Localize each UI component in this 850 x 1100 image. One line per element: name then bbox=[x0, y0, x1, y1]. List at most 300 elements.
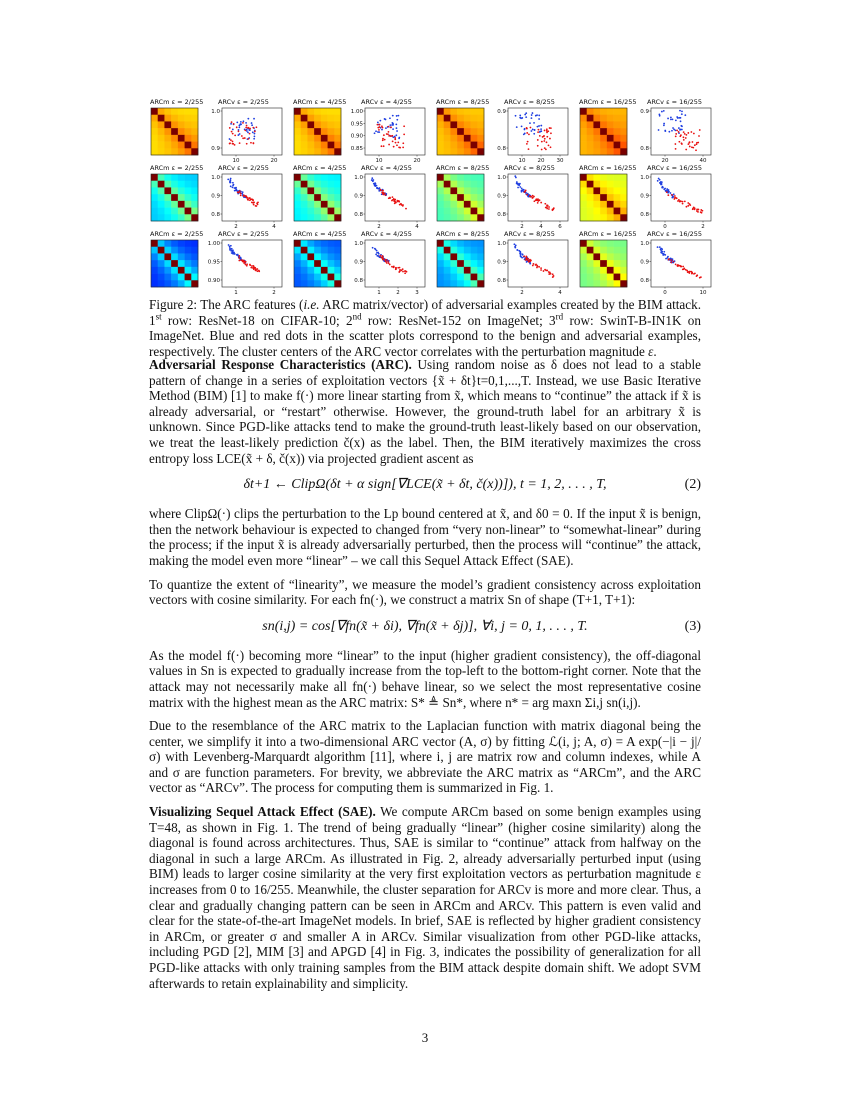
benign-point bbox=[395, 134, 397, 136]
x-tick-label: 1 bbox=[377, 290, 381, 296]
matrix-cell bbox=[178, 201, 185, 208]
benign-point bbox=[389, 124, 391, 126]
matrix-cell bbox=[178, 247, 185, 254]
adversarial-point bbox=[387, 260, 389, 262]
adversarial-point bbox=[237, 191, 239, 193]
matrix-cell bbox=[314, 201, 321, 208]
matrix-cell bbox=[178, 148, 185, 155]
adversarial-point bbox=[696, 275, 698, 277]
matrix-cell bbox=[158, 240, 165, 247]
matrix-cell bbox=[437, 194, 444, 201]
benign-point bbox=[679, 129, 681, 131]
adversarial-point bbox=[388, 144, 390, 146]
matrix-cell bbox=[607, 135, 614, 142]
matrix-cell bbox=[321, 274, 328, 281]
matrix-cell bbox=[178, 142, 185, 149]
matrix-cell bbox=[158, 115, 165, 122]
benign-point bbox=[251, 122, 253, 124]
matrix-cell bbox=[171, 194, 178, 201]
x-tick-label: 0 bbox=[663, 224, 667, 230]
matrix-cell bbox=[593, 121, 600, 128]
adversarial-point bbox=[692, 141, 694, 143]
adversarial-point bbox=[677, 265, 679, 267]
adversarial-point bbox=[678, 199, 680, 201]
adversarial-point bbox=[241, 135, 243, 137]
matrix-cell bbox=[301, 194, 308, 201]
matrix-cell bbox=[321, 214, 328, 221]
benign-point bbox=[372, 179, 374, 181]
adversarial-point bbox=[245, 195, 247, 197]
matrix-cell bbox=[301, 115, 308, 122]
adversarial-point bbox=[388, 135, 390, 137]
benign-point bbox=[389, 117, 391, 119]
adversarial-point bbox=[538, 129, 540, 131]
matrix-cell bbox=[334, 253, 341, 260]
matrix-cell bbox=[191, 201, 198, 208]
adversarial-point bbox=[528, 148, 530, 150]
matrix-cell bbox=[607, 174, 614, 181]
matrix-cell bbox=[471, 135, 478, 142]
figure-caption: Figure 2: The ARC features (i.e. ARC matrix/vector) of adversarial examples created by the BIM attack. 1st row: ResNet-18 on CIFAR-10; 2nd row: ResNet-152 on ImageNet; 3rd row: SwinT-B-IN1K on ImageNet. Blue and red dots in the scatter plots correspond to the benign and adversarial examples, respectively. The cluster centers of the ARC vector correlates with the perturbation magnitude ε. bbox=[149, 297, 701, 359]
matrix-cell bbox=[158, 181, 165, 188]
benign-point bbox=[661, 111, 663, 113]
matrix-cell bbox=[450, 240, 457, 247]
matrix-cell bbox=[314, 194, 321, 201]
matrix-cell bbox=[471, 280, 478, 287]
matrix-cell bbox=[151, 108, 158, 115]
matrix-cell bbox=[464, 108, 471, 115]
matrix-cell bbox=[477, 194, 484, 201]
adversarial-point bbox=[394, 138, 396, 140]
adversarial-point bbox=[552, 209, 554, 211]
arc-paragraph-4: As the model f(·) becoming more “linear” to the input (higher gradient consistency), the off-diagonal values in Sn is expected to gradually increase from the top-left to the bottom-right corner. Note that the attack may not necessarily make all fn(·) behave linear, so we select the most representative cosine matrix with the highest mean as the ARC matrix: S* ≜ Sn*, where n* = arg maxn Σi,j sn(i,j). bbox=[149, 647, 701, 710]
adversarial-point bbox=[543, 135, 545, 137]
adversarial-point bbox=[528, 133, 530, 135]
matrix-cell bbox=[587, 174, 594, 181]
matrix-cell bbox=[178, 274, 185, 281]
equation-3 bbox=[149, 616, 701, 642]
matrix-cell bbox=[620, 201, 627, 208]
x-tick-label: 0 bbox=[663, 290, 667, 296]
arc-paragraph-3: To quantize the extent of “linearity”, we measure the model’s gradient consistency across exploitation vectors with cosine similarity. For each fn(·), we construct a matrix Sn of shape (T+1, T+1): bbox=[149, 576, 701, 608]
matrix-cell bbox=[151, 240, 158, 247]
matrix-cell bbox=[185, 267, 192, 274]
adversarial-point bbox=[377, 124, 379, 126]
benign-point bbox=[230, 178, 232, 180]
adversarial-point bbox=[526, 143, 528, 145]
benign-point bbox=[670, 119, 672, 121]
matrix-cell bbox=[171, 208, 178, 215]
benign-point bbox=[372, 247, 374, 249]
adversarial-point bbox=[529, 259, 531, 261]
matrix-cell bbox=[464, 142, 471, 149]
adversarial-point bbox=[244, 137, 246, 139]
adversarial-point bbox=[689, 203, 691, 205]
adversarial-point bbox=[526, 128, 528, 130]
matrix-cell bbox=[471, 115, 478, 122]
matrix-cell bbox=[600, 247, 607, 254]
adversarial-point bbox=[540, 269, 542, 271]
y-tick-label: 0.8 bbox=[640, 212, 649, 218]
matrix-cell bbox=[164, 128, 171, 135]
y-tick-label: 0.95 bbox=[350, 121, 363, 128]
matrix-cell bbox=[464, 267, 471, 274]
equation-2-body: δt+1 ← ClipΩ(δt + α sign[∇LCE(x̃ + δt, č(x))]), t = 1, 2, . . . , T, bbox=[243, 477, 607, 493]
matrix-cell bbox=[620, 240, 627, 247]
benign-point bbox=[518, 250, 520, 252]
adversarial-point bbox=[699, 129, 701, 131]
x-tick-label: 30 bbox=[556, 158, 564, 164]
matrix-cell bbox=[587, 260, 594, 267]
adversarial-point bbox=[240, 193, 242, 195]
matrix-cell bbox=[450, 187, 457, 194]
adversarial-point bbox=[386, 262, 388, 264]
matrix-cell bbox=[450, 121, 457, 128]
benign-point bbox=[539, 131, 541, 133]
matrix-cell bbox=[171, 181, 178, 188]
x-tick-label: 2 bbox=[396, 290, 400, 296]
matrix-cell bbox=[593, 208, 600, 215]
panel-r1-c2 bbox=[293, 98, 425, 164]
matrix-cell bbox=[328, 240, 335, 247]
adversarial-point bbox=[537, 145, 539, 147]
adversarial-point bbox=[530, 196, 532, 198]
matrix-cell bbox=[607, 148, 614, 155]
matrix-cell bbox=[464, 247, 471, 254]
x-tick-label: 2 bbox=[377, 224, 381, 230]
matrix-cell bbox=[450, 253, 457, 260]
matrix-cell bbox=[307, 142, 314, 149]
matrix-cell bbox=[600, 194, 607, 201]
adversarial-point bbox=[230, 139, 232, 141]
matrix-cell bbox=[444, 214, 451, 221]
matrix-cell bbox=[593, 274, 600, 281]
adversarial-point bbox=[668, 258, 670, 260]
matrix-cell bbox=[593, 240, 600, 247]
adversarial-point bbox=[686, 206, 688, 208]
matrix-cell bbox=[607, 214, 614, 221]
adversarial-point bbox=[243, 195, 245, 197]
matrix-cell bbox=[328, 115, 335, 122]
adversarial-point bbox=[399, 267, 401, 269]
adversarial-point bbox=[692, 147, 694, 149]
matrix-cell bbox=[620, 142, 627, 149]
adversarial-point bbox=[693, 273, 695, 275]
adversarial-point bbox=[404, 272, 406, 274]
matrix-cell bbox=[580, 142, 587, 149]
adversarial-point bbox=[541, 149, 543, 151]
matrix-cell bbox=[457, 214, 464, 221]
adversarial-point bbox=[546, 141, 548, 143]
matrix-cell bbox=[587, 135, 594, 142]
benign-point bbox=[530, 130, 532, 132]
adversarial-point bbox=[390, 126, 392, 128]
matrix-cell bbox=[471, 174, 478, 181]
matrix-cell bbox=[328, 181, 335, 188]
matrix-cell bbox=[307, 280, 314, 287]
benign-point bbox=[238, 125, 240, 127]
benign-point bbox=[252, 131, 254, 133]
matrix-cell bbox=[600, 208, 607, 215]
matrix-cell bbox=[614, 267, 621, 274]
benign-point bbox=[538, 118, 540, 120]
adversarial-point bbox=[402, 146, 404, 148]
matrix-cell bbox=[301, 174, 308, 181]
matrix-cell bbox=[328, 201, 335, 208]
arc-p1-text: Using random noise as δ does not lead to a stable pattern of change in a series of exploitation vectors {x̃ + δt}t=0,1,...,T. Instead, we use Basic Iterative Method (BIM) [1] to make f(·) more linear starting from x̃, which means to “continue” the attack if x̃ is already adversarial, or “restart” otherwise. However, the ground-truth label for an arbitrary x̃ is unknown. Since PGD-like attacks tend to make the ground-truth least-likely based on our observation, we treat the least-likely prediction č(x) as the label. Then, the BIM iteratively maximizes the cross entropy loss LCE(x̃ + δ, č(x)) via projected gradient ascent as bbox=[149, 357, 702, 466]
benign-point bbox=[378, 253, 380, 255]
matrix-cell bbox=[464, 240, 471, 247]
matrix-cell bbox=[600, 187, 607, 194]
scatter-title: ARCv ε = 2/255 bbox=[218, 230, 269, 238]
matrix-cell bbox=[457, 142, 464, 149]
matrix-cell bbox=[471, 128, 478, 135]
matrix-cell bbox=[151, 260, 158, 267]
matrix-cell bbox=[151, 194, 158, 201]
matrix-cell bbox=[593, 267, 600, 274]
matrix-cell bbox=[620, 181, 627, 188]
matrix-cell bbox=[334, 201, 341, 208]
matrix-cell bbox=[328, 253, 335, 260]
matrix-cell bbox=[587, 181, 594, 188]
matrix-cell bbox=[301, 240, 308, 247]
matrix-cell bbox=[614, 194, 621, 201]
adversarial-point bbox=[249, 199, 251, 201]
adversarial-point bbox=[240, 259, 242, 261]
matrix-cell bbox=[587, 201, 594, 208]
matrix-cell bbox=[294, 247, 301, 254]
adversarial-point bbox=[685, 149, 687, 151]
benign-point bbox=[377, 131, 379, 133]
matrix-cell bbox=[580, 280, 587, 287]
matrix-cell bbox=[614, 274, 621, 281]
matrix-cell bbox=[607, 121, 614, 128]
matrix-cell bbox=[620, 108, 627, 115]
adversarial-point bbox=[404, 270, 406, 272]
matrix-cell bbox=[477, 274, 484, 281]
matrix-cell bbox=[301, 274, 308, 281]
matrix-cell bbox=[158, 253, 165, 260]
y-tick-label: 0.8 bbox=[354, 212, 363, 218]
matrix-cell bbox=[450, 274, 457, 281]
matrix-cell bbox=[191, 187, 198, 194]
matrix-cell bbox=[450, 260, 457, 267]
matrix-cell bbox=[477, 187, 484, 194]
matrix-cell bbox=[191, 115, 198, 122]
matrix-cell bbox=[444, 181, 451, 188]
adversarial-point bbox=[550, 146, 552, 148]
adversarial-point bbox=[693, 206, 695, 208]
adversarial-point bbox=[239, 142, 241, 144]
matrix-cell bbox=[620, 208, 627, 215]
matrix-cell bbox=[334, 128, 341, 135]
benign-point bbox=[532, 112, 534, 114]
matrix-cell bbox=[301, 187, 308, 194]
benign-point bbox=[663, 188, 665, 190]
adversarial-point bbox=[678, 131, 680, 133]
x-tick-label: 4 bbox=[272, 224, 276, 230]
arc-paragraph-5: Due to the resemblance of the ARC matrix to the Laplacian function with matrix diagonal being the center, we simplify it into a two-dimensional ARC vector (A, σ) by fitting ℒ(i, j; A, σ) = A exp(−|i − j|/σ) with Levenberg-Marquardt algorithm [11], where i, j are matrix row and column indexes, while A and σ are function parameters. For brevity, we abbreviate the ARC matrix as “ARCm”, and the ARC vector as “ARCv”. The process for computing them is summarized in Fig. 1. bbox=[149, 718, 701, 796]
benign-point bbox=[657, 180, 659, 182]
matrix-cell bbox=[178, 115, 185, 122]
matrix-cell bbox=[294, 240, 301, 247]
benign-point bbox=[375, 185, 377, 187]
panel-r2-c3 bbox=[436, 164, 568, 230]
matrix-cell bbox=[450, 142, 457, 149]
matrix-cell bbox=[457, 274, 464, 281]
matrix-cell bbox=[185, 214, 192, 221]
matrix-cell bbox=[334, 135, 341, 142]
matrix-cell bbox=[607, 267, 614, 274]
matrix-cell bbox=[321, 135, 328, 142]
matrix-cell bbox=[444, 247, 451, 254]
scatter-frame bbox=[651, 174, 711, 221]
benign-point bbox=[680, 125, 682, 127]
adversarial-point bbox=[242, 122, 244, 124]
matrix-cell bbox=[171, 201, 178, 208]
matrix-cell bbox=[593, 128, 600, 135]
matrix-cell bbox=[185, 148, 192, 155]
benign-point bbox=[537, 126, 539, 128]
matrix-cell bbox=[587, 187, 594, 194]
x-tick-label: 2 bbox=[520, 224, 524, 230]
matrix-cell bbox=[444, 115, 451, 122]
matrix-cell bbox=[477, 142, 484, 149]
matrix-cell bbox=[464, 214, 471, 221]
adversarial-point bbox=[403, 125, 405, 127]
adversarial-point bbox=[683, 136, 685, 138]
adversarial-point bbox=[549, 138, 551, 140]
matrix-cell bbox=[580, 253, 587, 260]
matrix-cell bbox=[607, 280, 614, 287]
matrix-cell bbox=[185, 274, 192, 281]
matrix-cell bbox=[464, 201, 471, 208]
matrix-cell bbox=[464, 274, 471, 281]
matrix-cell bbox=[437, 247, 444, 254]
matrix-cell bbox=[334, 181, 341, 188]
y-tick-label: 0.9 bbox=[497, 109, 506, 115]
matrix-cell bbox=[171, 214, 178, 221]
matrix-cell bbox=[314, 174, 321, 181]
adversarial-point bbox=[548, 208, 550, 210]
matrix-title: ARCm ε = 8/255 bbox=[436, 98, 490, 106]
adversarial-point bbox=[544, 203, 546, 205]
matrix-cell bbox=[614, 148, 621, 155]
benign-point bbox=[538, 115, 540, 117]
benign-point bbox=[516, 181, 518, 183]
adversarial-point bbox=[393, 266, 395, 268]
matrix-cell bbox=[301, 214, 308, 221]
matrix-cell bbox=[580, 121, 587, 128]
panel-r1-c1 bbox=[150, 98, 282, 164]
scatter-title: ARCv ε = 16/255 bbox=[647, 98, 703, 106]
sae-paragraph bbox=[149, 804, 701, 991]
matrix-cell bbox=[444, 267, 451, 274]
benign-point bbox=[531, 117, 533, 119]
matrix-cell bbox=[321, 148, 328, 155]
matrix-cell bbox=[314, 214, 321, 221]
adversarial-point bbox=[229, 142, 231, 144]
matrix-cell bbox=[457, 267, 464, 274]
matrix-cell bbox=[437, 260, 444, 267]
matrix-cell bbox=[158, 135, 165, 142]
matrix-cell bbox=[307, 208, 314, 215]
matrix-cell bbox=[477, 174, 484, 181]
matrix-cell bbox=[580, 187, 587, 194]
adversarial-point bbox=[252, 202, 254, 204]
scatter-title: ARCv ε = 4/255 bbox=[361, 164, 412, 172]
matrix-cell bbox=[307, 108, 314, 115]
benign-point bbox=[680, 117, 682, 119]
matrix-cell bbox=[464, 115, 471, 122]
benign-point bbox=[232, 182, 234, 184]
matrix-cell bbox=[464, 187, 471, 194]
matrix-cell bbox=[587, 280, 594, 287]
adversarial-point bbox=[544, 138, 546, 140]
matrix-cell bbox=[294, 181, 301, 188]
scatter-frame bbox=[508, 174, 568, 221]
adversarial-point bbox=[670, 262, 672, 264]
adversarial-point bbox=[683, 139, 685, 141]
matrix-cell bbox=[607, 142, 614, 149]
matrix-cell bbox=[314, 135, 321, 142]
adversarial-point bbox=[378, 129, 380, 131]
matrix-cell bbox=[171, 174, 178, 181]
adversarial-point bbox=[526, 132, 528, 134]
matrix-cell bbox=[607, 115, 614, 122]
matrix-cell bbox=[185, 208, 192, 215]
benign-point bbox=[376, 187, 378, 189]
matrix-cell bbox=[450, 208, 457, 215]
benign-point bbox=[231, 252, 233, 254]
matrix-cell bbox=[437, 274, 444, 281]
matrix-cell bbox=[477, 108, 484, 115]
benign-point bbox=[684, 114, 686, 116]
page-number: 3 bbox=[421, 1030, 429, 1045]
benign-point bbox=[377, 121, 379, 123]
adversarial-point bbox=[550, 127, 552, 129]
adversarial-point bbox=[548, 206, 550, 208]
matrix-cell bbox=[301, 181, 308, 188]
matrix-cell bbox=[437, 240, 444, 247]
benign-point bbox=[529, 122, 531, 124]
adversarial-point bbox=[242, 261, 244, 263]
adversarial-point bbox=[253, 204, 255, 206]
matrix-cell bbox=[607, 240, 614, 247]
benign-point bbox=[531, 114, 533, 116]
adversarial-point bbox=[546, 136, 548, 138]
adversarial-point bbox=[231, 131, 233, 133]
benign-point bbox=[519, 117, 521, 119]
adversarial-point bbox=[399, 269, 401, 271]
adversarial-point bbox=[524, 191, 526, 193]
matrix-cell bbox=[607, 208, 614, 215]
benign-point bbox=[534, 129, 536, 131]
adversarial-point bbox=[698, 209, 700, 211]
adversarial-point bbox=[545, 149, 547, 151]
matrix-cell bbox=[600, 240, 607, 247]
matrix-cell bbox=[444, 128, 451, 135]
adversarial-point bbox=[550, 132, 552, 134]
y-tick-label: 0.9 bbox=[211, 193, 220, 200]
matrix-cell bbox=[151, 181, 158, 188]
matrix-cell bbox=[450, 108, 457, 115]
adversarial-point bbox=[548, 144, 550, 146]
benign-point bbox=[371, 177, 373, 179]
adversarial-point bbox=[686, 270, 688, 272]
adversarial-point bbox=[398, 271, 400, 273]
benign-point bbox=[392, 128, 394, 130]
